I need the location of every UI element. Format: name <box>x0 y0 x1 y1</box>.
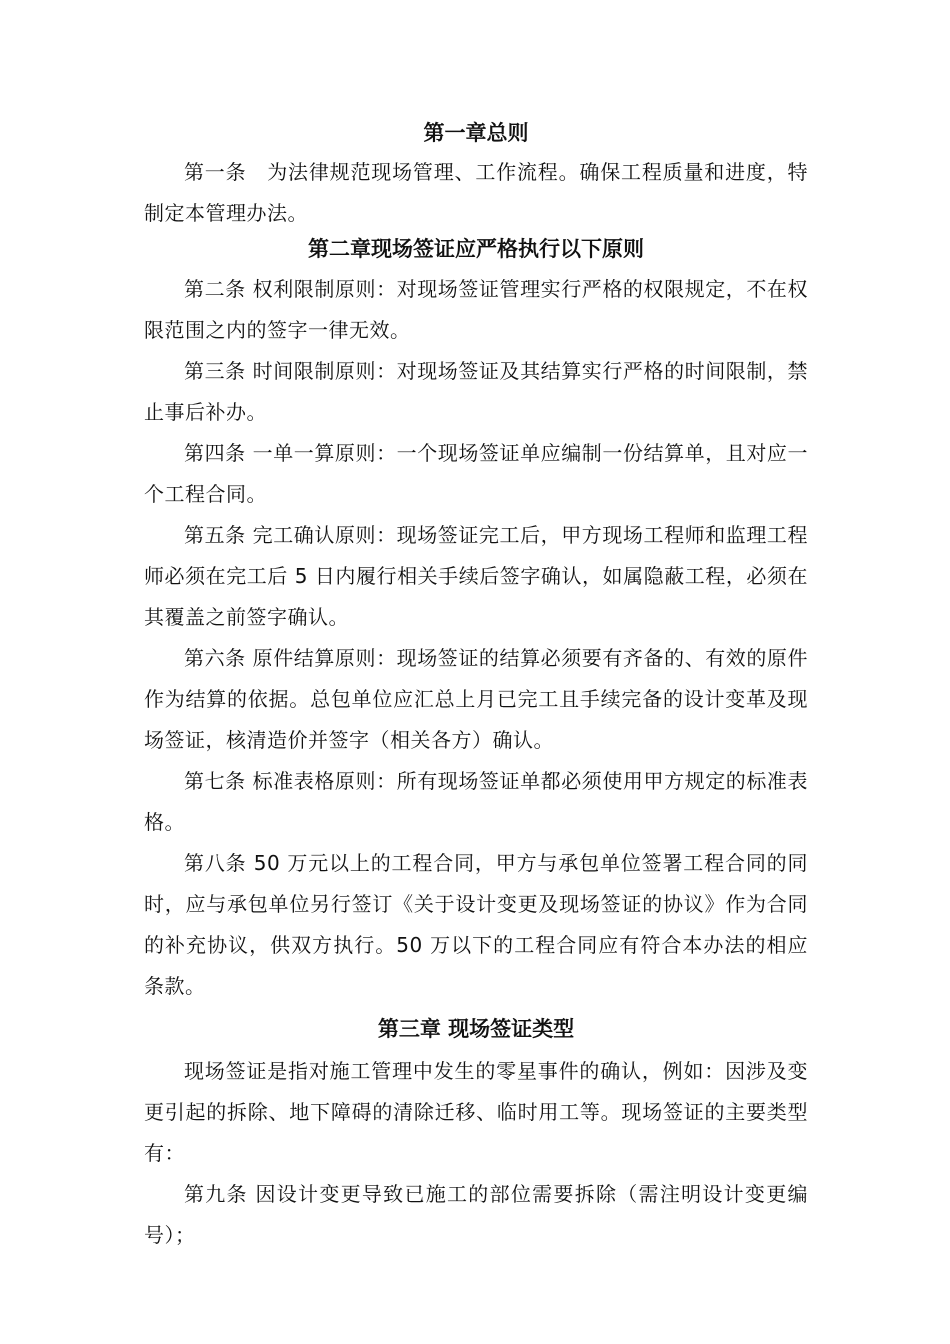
chapter-3-intro: 现场签证是指对施工管理中发生的零星事件的确认，例如：因涉及变更引起的拆除、地下障碍的清除迁移、临时用工等。现场签证的主要类型有： <box>144 1059 808 1165</box>
article-4: 第四条 一单一算原则：一个现场签证单应编制一份结算单，且对应一个工程合同。 <box>144 441 808 506</box>
article-1: 第一条 为法律规范现场管理、工作流程。确保工程质量和进度，特制定本管理办法。 <box>144 160 808 225</box>
article-9: 第九条 因设计变更导致已施工的部位需要拆除（需注明设计变更编号）； <box>144 1182 808 1247</box>
article-6: 第六条 原件结算原则：现场签证的结算必须要有齐备的、有效的原件作为结算的依据。总包单位应汇总上月已完工且手续完备的设计变革及现场签证，核清造价并签字（相关各方）确认。 <box>144 646 808 752</box>
article-7: 第七条 标准表格原则：所有现场签证单都必须使用甲方规定的标准表格。 <box>144 769 808 834</box>
chapter-1-title: 第一章总则 <box>423 121 529 145</box>
article-2: 第二条 权利限制原则：对现场签证管理实行严格的权限规定，不在权限范围之内的签字一律无效。 <box>144 277 808 342</box>
chapter-2-title: 第二章现场签证应严格执行以下原则 <box>308 237 644 261</box>
chapter-3-title: 第三章 现场签证类型 <box>377 1017 575 1041</box>
article-5: 第五条 完工确认原则：现场签证完工后，甲方现场工程师和监理工程师必须在完工后 5 日内履行相关手续后签字确认，如属隐蔽工程，必须在其覆盖之前签字确认。 <box>144 523 808 629</box>
document-page <box>144 118 808 1256</box>
article-3: 第三条 时间限制原则：对现场签证及其结算实行严格的时间限制，禁止事后补办。 <box>144 359 808 424</box>
article-8: 第八条 50 万元以上的工程合同，甲方与承包单位签署工程合同的同时，应与承包单位另行签订《关于设计变更及现场签证的协议》作为合同的补充协议，供双方执行。50 万以下的工程合同应有符合本办法的相应条款。 <box>144 851 808 998</box>
